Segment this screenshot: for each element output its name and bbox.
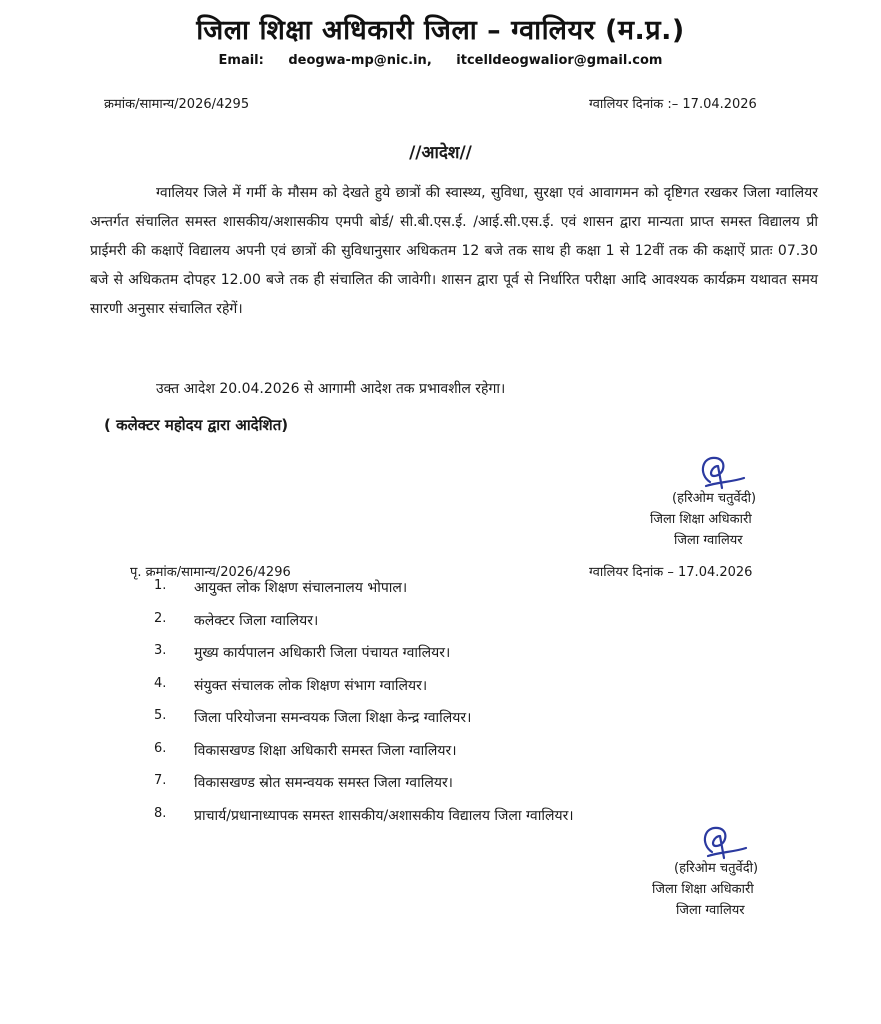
reference-number: क्रमांक/सामान्य/2026/4295 bbox=[104, 97, 250, 112]
authority-line: ( कलेक्टर महोदय द्वारा आदेशित) bbox=[104, 416, 289, 434]
order-heading: //आदेश// bbox=[409, 143, 472, 163]
signature-block-1 bbox=[650, 448, 800, 551]
signatory-name: (हरिओम चतुर्वेदी) bbox=[674, 861, 759, 876]
copy-to-list bbox=[140, 578, 574, 838]
signatory-place: जिला ग्वालियर bbox=[676, 903, 745, 918]
list-item: 6. विकासखण्ड शिक्षा अधिकारी समस्त जिला ग्वालियर। bbox=[154, 740, 457, 759]
list-item: 3. मुख्य कार्यपालन अधिकारी जिला पंचायत ग्वालियर। bbox=[154, 643, 451, 661]
signatory-name: (हरिओम चतुर्वेदी) bbox=[672, 491, 757, 506]
list-item: 7. विकासखण्ड स्रोत समन्वयक समस्त जिला ग्वालियर। bbox=[154, 773, 453, 791]
handwritten-signature-icon bbox=[650, 448, 800, 488]
reference-date: ग्वालियर दिनांक :– 17.04.2026 bbox=[589, 97, 757, 112]
endorsement-date: ग्वालियर दिनांक – 17.04.2026 bbox=[589, 565, 753, 580]
email-line bbox=[0, 53, 881, 68]
signatory-designation: जिला शिक्षा अधिकारी bbox=[650, 512, 752, 527]
list-item: 5. जिला परियोजना समन्वयक जिला शिक्षा केन्द्र ग्वालियर। bbox=[154, 708, 472, 726]
signature-block-2 bbox=[652, 818, 802, 921]
handwritten-signature-icon bbox=[652, 818, 802, 858]
list-item: 8. प्राचार्य/प्रधानाध्यापक समस्त शासकीय/अशासकीय विद्यालय जिला ग्वालियर। bbox=[154, 805, 574, 824]
email-link-nic[interactable]: deogwa-mp@nic.in, bbox=[288, 53, 432, 68]
signatory-designation: जिला शिक्षा अधिकारी bbox=[652, 882, 754, 897]
email-label: Email: bbox=[218, 53, 264, 68]
office-title: जिला शिक्षा अधिकारी जिला – ग्वालियर (म.प्र.) bbox=[196, 15, 685, 46]
list-item: 2. कलेक्टर जिला ग्वालियर। bbox=[154, 610, 319, 629]
endorsement-number: पृ. क्रमांक/सामान्य/2026/4296 bbox=[130, 565, 291, 580]
list-item: 4. संयुक्त संचालक लोक शिक्षण संभाग ग्वालियर। bbox=[154, 675, 428, 694]
effective-date-text: उक्त आदेश 20.04.2026 से आगामी आदेश तक प्रभावशील रहेगा। bbox=[156, 381, 506, 397]
list-item: 1. आयुक्त लोक शिक्षण संचालनालय भोपाल। bbox=[154, 578, 408, 596]
signatory-place: जिला ग्वालियर bbox=[674, 533, 743, 548]
email-link-gmail[interactable]: itcelldeogwalior@gmail.com bbox=[456, 53, 663, 68]
order-paragraph: ग्वालियर जिले में गर्मी के मौसम को देखते हुये छात्रों की स्वास्थ्य, सुविधा, सुरक्षा एवं आवागमन को दृष्टिगत रखकर जिला ग्वालियर अन्तर्गत संचालित समस्त शासकीय/अशासकीय एमपी बोर्ड/ सी.बी.एस.ई. /आई.सी.एस.ई. एवं शासन द्वारा मान्यता प्राप्त समस्त विद्यालय प्री प्राईमरी की कक्षाऐं विद्यालय अपनी एवं छात्रों की सुविधानुसार अधिकतम 12 बजे तक साथ ही कक्षा 1 से 12वीं तक की कक्षाऐं प्रातः 07.30 बजे से अधिकतम दोपहर 12.00 बजे तक ही संचालित की जावेगी। शासन द्वारा पूर्व से निर्धारित परीक्षा आदि आवश्यक कार्यक्रम यथावत समय सारणी अनुसार संचालित रहेगें। bbox=[90, 185, 818, 317]
